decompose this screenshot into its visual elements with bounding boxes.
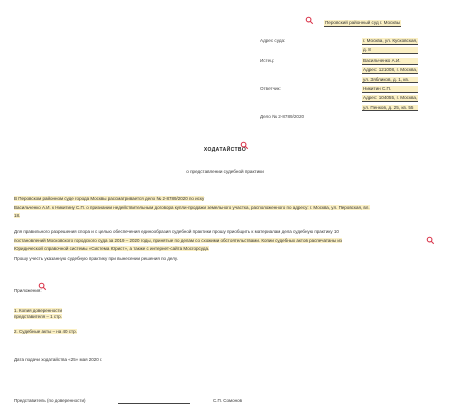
paragraph-request xyxy=(14,228,440,254)
defendant-line: Никитин С.П. xyxy=(362,86,418,93)
pin-marker-icon xyxy=(240,141,249,150)
court-address-line: г. Москва, ул. Кусковская, xyxy=(363,38,418,43)
attachment-1 xyxy=(14,308,62,319)
case-number: Дело № 2-8789/2020 xyxy=(260,114,305,119)
court-address-label: Адрес суда: xyxy=(260,38,286,43)
plaintiff-line: ул. Зябликов, д. 1, кв. xyxy=(362,77,418,84)
defendant-line: ул. Пенков, д. 25, кв. 55 xyxy=(362,105,418,112)
defendant xyxy=(362,86,418,114)
pin-marker-icon xyxy=(305,16,314,25)
plaintiff xyxy=(362,58,418,86)
signature-line xyxy=(118,403,190,404)
attachment-2-line: 2. Судебные акты – на 40 стр. xyxy=(14,329,77,334)
text-line: постановлений Московского городского суда за 2019 – 2020 годы, принятые по делам со схожими обстоятельствами. Копии судебных актов распечатаны из xyxy=(14,237,342,243)
defendant-label: Ответчик: xyxy=(260,86,281,91)
text-line: В Перовском районном суде города Москвы рассматривается дело № 2-8789/2020 по иску xyxy=(14,196,205,201)
plaintiff-line: Адрес: 121008, г. Москва, xyxy=(363,67,418,73)
document-subtitle: о представлении судебной практики xyxy=(186,169,264,174)
plaintiff-line: Васильченко А.И. xyxy=(362,58,418,65)
defendant-line: Адрес: 104055, г. Москва, xyxy=(363,95,418,101)
signer-name: С.П. Сомонов xyxy=(213,398,242,403)
court-name xyxy=(324,20,401,29)
plaintiff-label: Истец: xyxy=(260,58,275,63)
filing-date: Дата подачи ходатайства «25» мая 2020 г. xyxy=(14,357,103,362)
document-title: ХОДАТАЙСТВО xyxy=(203,147,247,153)
court-address-line: д. 8 xyxy=(362,47,418,54)
attachment-2 xyxy=(14,329,77,335)
attachments-label: Приложения: xyxy=(14,288,42,293)
court-address xyxy=(362,38,418,57)
text-line: Юридической справочной системы «Система Юрист», а также с интернет-сайта Мосгорсуда. xyxy=(14,246,210,252)
text-line: Для правильного разрешения спора и с целью обеспечения единообразия судебной практики прошу приобщить к материалам дела судебную практику 10 xyxy=(14,229,339,234)
pin-marker-icon xyxy=(426,236,435,245)
attachment-1-line: 1. Копия доверенности xyxy=(14,308,63,313)
paragraph-consider: Прошу учесть указанную судебную практику при вынесении решения по делу. xyxy=(14,256,178,261)
text-line: Васильченко А.И. к Никитину С.П. о признании недействительным договора купли-продажи земельного участка, расположенного по адресу: г. Москва, ул. Перовская, вл. xyxy=(14,204,370,210)
paragraph-case-intro xyxy=(14,195,440,221)
text-line: 18. xyxy=(14,213,21,219)
attachment-1-line: представителя – 1 стр. xyxy=(14,313,62,319)
pin-marker-icon xyxy=(38,282,47,291)
court-name-text: Перовский районный суд г. Москвы xyxy=(325,20,401,25)
signer-label: Представитель (по доверенности) xyxy=(14,398,86,403)
